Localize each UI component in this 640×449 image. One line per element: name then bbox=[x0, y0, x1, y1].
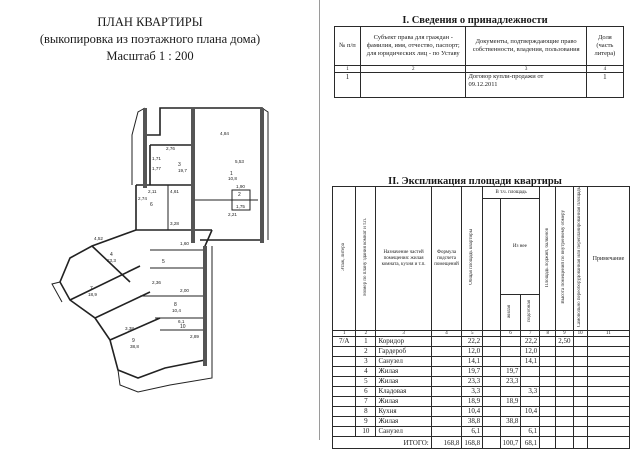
cell-n: 5 bbox=[356, 377, 376, 387]
dim-label: 4,61 bbox=[170, 189, 179, 194]
cell-n: 8 bbox=[356, 407, 376, 417]
cell-living bbox=[500, 357, 521, 367]
plan-title: ПЛАН КВАРТИРЫ bbox=[97, 15, 203, 29]
cell-empty bbox=[431, 387, 462, 397]
cell-empty bbox=[587, 337, 629, 347]
cell-empty bbox=[540, 347, 556, 357]
totals-row bbox=[333, 437, 630, 449]
cell-living bbox=[500, 427, 521, 437]
cell-total: 23,3 bbox=[462, 377, 483, 387]
hdr-height: Высота помещений по внутреннему обмеру bbox=[556, 187, 573, 331]
cell-empty bbox=[540, 407, 556, 417]
cell-empty bbox=[431, 407, 462, 417]
floor-plan-drawing bbox=[0, 0, 320, 440]
totals-total: 168,8 bbox=[462, 437, 483, 449]
cell-floor bbox=[333, 387, 356, 397]
cell-empty bbox=[540, 397, 556, 407]
cell-name: Жилая bbox=[376, 397, 431, 407]
cell-empty bbox=[587, 367, 629, 377]
hdr-note: Примечание bbox=[587, 187, 629, 331]
cell-aux bbox=[521, 397, 540, 407]
table-row bbox=[333, 417, 630, 427]
cell-height bbox=[556, 387, 573, 397]
cell-empty bbox=[587, 347, 629, 357]
col-number: 11 bbox=[587, 331, 629, 337]
cell-empty bbox=[573, 367, 587, 377]
cell-incl bbox=[483, 377, 500, 387]
cell-empty bbox=[587, 357, 629, 367]
dim-label: 23,3 bbox=[107, 258, 116, 263]
cell-floor bbox=[333, 397, 356, 407]
cell-incl bbox=[483, 387, 500, 397]
plan-subtitle: (выкопировка из поэтажного плана дома) bbox=[39, 32, 261, 46]
room-number: 4 bbox=[110, 252, 113, 258]
col-number: 9 bbox=[556, 331, 573, 337]
cell-name: Кухня bbox=[376, 407, 431, 417]
col-number: 7 bbox=[521, 331, 540, 337]
hdr-living: жилая bbox=[500, 295, 521, 331]
cell-num: 1 bbox=[335, 73, 361, 98]
cell-empty bbox=[573, 397, 587, 407]
cell-living bbox=[500, 347, 521, 357]
cell-empty bbox=[431, 357, 462, 367]
table-row bbox=[333, 337, 630, 347]
cell-aux bbox=[521, 417, 540, 427]
cell-height bbox=[556, 377, 573, 387]
cell-empty bbox=[587, 417, 629, 427]
cell-share: 1 bbox=[586, 73, 623, 98]
hdr-formula: Формула подсчета помещений bbox=[431, 187, 462, 331]
totals-formula: 168,8 bbox=[431, 437, 462, 449]
col-number: 10 bbox=[573, 331, 587, 337]
cell-height bbox=[556, 427, 573, 437]
ownership-table bbox=[334, 26, 624, 98]
cell-floor bbox=[333, 417, 356, 427]
col-number: 1 bbox=[333, 331, 356, 337]
cell-incl bbox=[483, 357, 500, 367]
cell-total: 12,0 bbox=[462, 347, 483, 357]
cell-incl bbox=[483, 367, 500, 377]
dim-label: 4,84 bbox=[220, 131, 229, 136]
table-row bbox=[333, 397, 630, 407]
room-number: 6 bbox=[150, 202, 153, 208]
cell-incl bbox=[483, 427, 500, 437]
cell-living bbox=[500, 407, 521, 417]
cell-n: 7 bbox=[356, 397, 376, 407]
cell-total: 22,2 bbox=[462, 337, 483, 347]
dim-label: 10,4 bbox=[172, 308, 181, 313]
cell-height bbox=[556, 357, 573, 367]
cell-n: 6 bbox=[356, 387, 376, 397]
cell-living: 18,9 bbox=[500, 397, 521, 407]
room-number: 10 bbox=[180, 324, 186, 330]
cell-incl bbox=[483, 397, 500, 407]
cell-living: 23,3 bbox=[500, 377, 521, 387]
table-row bbox=[333, 347, 630, 357]
dim-label: 2,21 bbox=[228, 212, 237, 217]
ownership-title: I. Сведения о принадлежности bbox=[402, 15, 548, 26]
table-row bbox=[333, 377, 630, 387]
cell-empty bbox=[540, 367, 556, 377]
hdr-redev: Самовольно переоборудованная или перепланированная площадь bbox=[573, 187, 587, 331]
dim-label: 6,1 bbox=[178, 319, 185, 324]
explication-table bbox=[332, 186, 630, 449]
hdr-of-which: Из нее bbox=[500, 199, 540, 295]
cell-empty bbox=[587, 387, 629, 397]
table-row bbox=[333, 387, 630, 397]
cell-n: 3 bbox=[356, 357, 376, 367]
room-number: 1 bbox=[230, 171, 233, 177]
dim-label: 19,7 bbox=[178, 168, 187, 173]
cell-empty bbox=[587, 427, 629, 437]
cell-total: 38,8 bbox=[462, 417, 483, 427]
doc-line: Договор купли-продажи от bbox=[468, 73, 544, 80]
room-number: 9 bbox=[132, 338, 135, 344]
hdr-loggia: Площадь лоджий, балконов bbox=[540, 187, 556, 331]
dim-label: 38,8 bbox=[130, 344, 139, 349]
col-number: 1 bbox=[335, 66, 361, 73]
room-number: 5 bbox=[162, 259, 165, 265]
cell-aux bbox=[521, 377, 540, 387]
dim-label: 1,71 bbox=[152, 156, 161, 161]
col-number: 6 bbox=[500, 331, 521, 337]
cell-empty bbox=[573, 407, 587, 417]
col-number: 2 bbox=[356, 331, 376, 337]
dim-label: 2,36 bbox=[152, 280, 161, 285]
cell-empty bbox=[587, 377, 629, 387]
dim-label: 1,75 bbox=[236, 204, 245, 209]
cell-aux: 10,4 bbox=[521, 407, 540, 417]
table-row bbox=[333, 427, 630, 437]
cell-name: Санузел bbox=[376, 427, 431, 437]
dim-label: 1,77 bbox=[152, 166, 161, 171]
cell-name: Жилая bbox=[376, 367, 431, 377]
dim-label: 2,76 bbox=[166, 146, 175, 151]
cell-total: 19,7 bbox=[462, 367, 483, 377]
cell-name: Коридор bbox=[376, 337, 431, 347]
cell-aux bbox=[521, 367, 540, 377]
cell-floor bbox=[333, 347, 356, 357]
dim-label: 10,8 bbox=[228, 176, 237, 181]
col-number: 5 bbox=[462, 331, 483, 337]
cell-empty bbox=[431, 427, 462, 437]
totals-living: 100,7 bbox=[500, 437, 521, 449]
cell-n: 2 bbox=[356, 347, 376, 357]
dim-label: 4,52 bbox=[94, 236, 103, 241]
cell-height bbox=[556, 367, 573, 377]
hdr-name: Назначение частей помещения: жилая комната, кухня и т.п. bbox=[376, 187, 431, 331]
dim-label: 2,74 bbox=[138, 196, 147, 201]
cell-subject bbox=[360, 73, 466, 98]
cell-empty bbox=[587, 397, 629, 407]
cell-aux: 22,2 bbox=[521, 337, 540, 347]
dim-label: 1,60 bbox=[180, 241, 189, 246]
cell-total: 10,4 bbox=[462, 407, 483, 417]
cell-empty bbox=[540, 387, 556, 397]
doc-line: 09.12.2011 bbox=[468, 81, 498, 88]
cell-empty bbox=[431, 377, 462, 387]
col-share-header: Доля (часть литера) bbox=[586, 27, 623, 66]
cell-empty bbox=[431, 347, 462, 357]
cell-empty bbox=[540, 377, 556, 387]
hdr-auxiliary: подсобная bbox=[521, 295, 540, 331]
cell-floor bbox=[333, 427, 356, 437]
explication-sheet bbox=[320, 0, 640, 447]
dim-label: 5,53 bbox=[235, 159, 244, 164]
cell-total: 14,1 bbox=[462, 357, 483, 367]
col-docs-header: Документы, подтверждающие право собственности, владения, пользования bbox=[466, 27, 586, 66]
cell-aux: 3,3 bbox=[521, 387, 540, 397]
plan-scale: Масштаб 1 : 200 bbox=[106, 49, 194, 63]
col-number: 8 bbox=[540, 331, 556, 337]
cell-living bbox=[500, 387, 521, 397]
totals-aux: 68,1 bbox=[521, 437, 540, 449]
col-number: 3 bbox=[376, 331, 431, 337]
cell-empty bbox=[573, 377, 587, 387]
col-number: 2 bbox=[360, 66, 466, 73]
cell-aux: 6,1 bbox=[521, 427, 540, 437]
cell-floor bbox=[333, 357, 356, 367]
cell-aux: 12,0 bbox=[521, 347, 540, 357]
cell-height bbox=[556, 417, 573, 427]
cell-empty bbox=[587, 407, 629, 417]
table-row bbox=[333, 367, 630, 377]
cell-name: Гардероб bbox=[376, 347, 431, 357]
dim-label: 2,00 bbox=[180, 288, 189, 293]
cell-total: 3,3 bbox=[462, 387, 483, 397]
col-subject-header: Субъект права для граждан - фамилия, имя, отчество, паспорт; для юридических лиц - по Уставу bbox=[360, 27, 466, 66]
cell-empty bbox=[431, 367, 462, 377]
explication-title: II. Экспликация площади квартиры bbox=[388, 176, 562, 187]
cell-incl bbox=[483, 337, 500, 347]
room-number: 8 bbox=[174, 302, 177, 308]
cell-docs bbox=[466, 73, 586, 98]
cell-empty bbox=[431, 397, 462, 407]
table-row bbox=[335, 73, 624, 98]
dim-label: 1,90 bbox=[236, 184, 245, 189]
cell-empty bbox=[540, 337, 556, 347]
room-number: 7 bbox=[90, 286, 93, 292]
dim-label: 18,9 bbox=[88, 292, 97, 297]
cell-incl bbox=[483, 407, 500, 417]
explication-rows bbox=[333, 337, 630, 437]
cell-height bbox=[556, 347, 573, 357]
cell-empty bbox=[573, 387, 587, 397]
room-number: 3 bbox=[178, 162, 181, 168]
totals-incl bbox=[483, 437, 500, 449]
hdr-blank bbox=[483, 199, 500, 331]
hdr-incl-area: В т.ч. площадь bbox=[483, 187, 540, 199]
cell-height bbox=[556, 407, 573, 417]
col-number: 3 bbox=[466, 66, 586, 73]
hdr-floor: Этаж, литера bbox=[333, 187, 356, 331]
cell-name: Кладовая bbox=[376, 387, 431, 397]
cell-incl bbox=[483, 347, 500, 357]
cell-name: Санузел bbox=[376, 357, 431, 367]
cell-empty bbox=[431, 337, 462, 347]
table-row bbox=[333, 357, 630, 367]
cell-empty bbox=[540, 427, 556, 437]
cell-aux: 14,1 bbox=[521, 357, 540, 367]
cell-name: Жилая bbox=[376, 417, 431, 427]
dim-label: 2,89 bbox=[190, 334, 199, 339]
cell-empty bbox=[573, 347, 587, 357]
cell-living bbox=[500, 337, 521, 347]
room-number: 2 bbox=[238, 192, 241, 198]
cell-n: 10 bbox=[356, 427, 376, 437]
cell-empty bbox=[431, 417, 462, 427]
cell-total: 6,1 bbox=[462, 427, 483, 437]
cell-n: 9 bbox=[356, 417, 376, 427]
cell-living: 19,7 bbox=[500, 367, 521, 377]
cell-floor bbox=[333, 407, 356, 417]
cell-floor: 7/А bbox=[333, 337, 356, 347]
dim-label: 3,28 bbox=[170, 221, 179, 226]
dim-label: 3,38 bbox=[125, 326, 134, 331]
cell-empty bbox=[573, 357, 587, 367]
cell-empty bbox=[573, 337, 587, 347]
dim-label: 2,11 bbox=[148, 189, 157, 194]
cell-floor bbox=[333, 377, 356, 387]
cell-living: 38,8 bbox=[500, 417, 521, 427]
cell-height bbox=[556, 397, 573, 407]
cell-n: 1 bbox=[356, 337, 376, 347]
cell-floor bbox=[333, 367, 356, 377]
cell-incl bbox=[483, 417, 500, 427]
cell-empty bbox=[573, 417, 587, 427]
col-num-header: № п/п bbox=[335, 27, 361, 66]
totals-label: ИТОГО: bbox=[333, 437, 432, 449]
cell-height: 2,50 bbox=[556, 337, 573, 347]
col-number: 4 bbox=[586, 66, 623, 73]
cell-empty bbox=[540, 417, 556, 427]
cell-n: 4 bbox=[356, 367, 376, 377]
cell-empty bbox=[573, 427, 587, 437]
floor-plan-sheet bbox=[0, 0, 320, 440]
cell-empty bbox=[540, 357, 556, 367]
hdr-total-area: Общая площадь квартиры bbox=[462, 187, 483, 331]
cell-name: Жилая bbox=[376, 377, 431, 387]
cell-total: 18,9 bbox=[462, 397, 483, 407]
table-row bbox=[333, 407, 630, 417]
hdr-room-num: Номер по плану здания комнат и т.п. bbox=[356, 187, 376, 331]
col-number: 4 bbox=[431, 331, 462, 337]
